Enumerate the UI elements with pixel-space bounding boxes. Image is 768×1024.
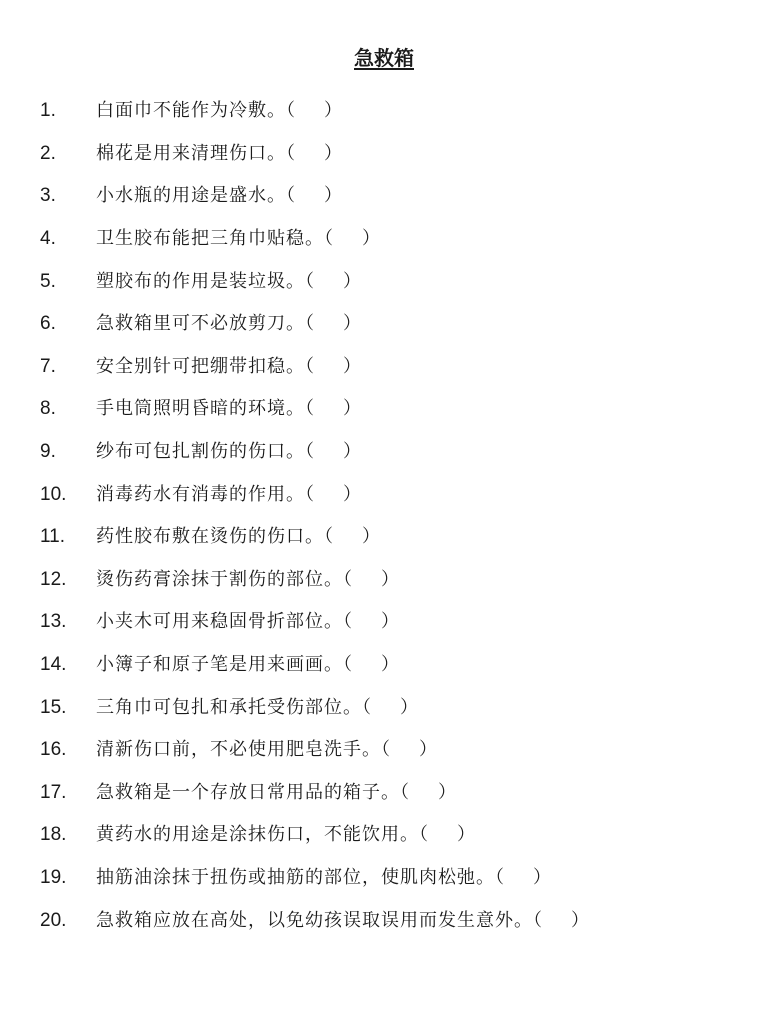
answer-bracket-close: ）: [381, 611, 400, 633]
answer-bracket-close: ）: [419, 739, 438, 761]
question-text-line: [96, 737, 438, 763]
question-item: [0, 218, 768, 261]
question-text: 手电筒照明昏暗的环境。: [96, 398, 305, 420]
question-text-line: [96, 354, 362, 380]
question-text: 急救箱里可不必放剪刀。: [96, 313, 305, 335]
question-text-line: [96, 609, 400, 635]
question-text-line: [96, 780, 457, 806]
question-text: 纱布可包扎割伤的伤口。: [96, 441, 305, 463]
answer-bracket-close: ）: [324, 185, 343, 207]
question-item: [0, 175, 768, 218]
page-title: [0, 44, 768, 72]
answer-bracket-close: ）: [381, 568, 400, 590]
question-item: [0, 303, 768, 346]
question-item: [0, 814, 768, 857]
answer-bracket-close: ）: [438, 781, 457, 803]
question-item: [0, 559, 768, 602]
answer-bracket-open: （: [305, 270, 315, 292]
question-number: 4.: [40, 228, 56, 250]
question-item: [0, 133, 768, 176]
question-text-line: [96, 183, 343, 209]
answer-bracket-open: （: [495, 866, 505, 888]
question-item: [0, 729, 768, 772]
question-number: 8.: [40, 398, 56, 420]
question-number: 5.: [40, 270, 56, 292]
answer-bracket-open: （: [362, 696, 372, 718]
question-item: [0, 686, 768, 729]
question-text-line: [96, 439, 362, 465]
answer-bracket-close: ）: [324, 100, 343, 122]
question-item: [0, 857, 768, 900]
question-number: 18.: [40, 824, 67, 846]
question-item: [0, 431, 768, 474]
question-item: [0, 601, 768, 644]
question-number: 11.: [40, 526, 66, 548]
answer-bracket-open: （: [343, 654, 353, 676]
answer-bracket-close: ）: [381, 654, 400, 676]
question-number: 3.: [40, 185, 56, 207]
question-number: 2.: [40, 142, 56, 164]
question-text: 烫伤药膏涂抹于割伤的部位。: [96, 568, 343, 590]
answer-bracket-open: （: [343, 568, 353, 590]
question-number: 6.: [40, 313, 56, 335]
question-list: [0, 90, 768, 942]
question-item: [0, 346, 768, 389]
question-text: 棉花是用来清理伤口。: [96, 142, 286, 164]
question-text: 小簿子和原子笔是用来画画。: [96, 654, 343, 676]
question-number: 9.: [40, 441, 56, 463]
question-number: 12.: [40, 568, 67, 590]
question-item: [0, 772, 768, 815]
question-text: 小夹木可用来稳固骨折部位。: [96, 611, 343, 633]
answer-bracket-open: （: [286, 142, 296, 164]
question-text-line: [96, 822, 476, 848]
answer-bracket-open: （: [324, 526, 334, 548]
question-number: 15.: [40, 696, 67, 718]
answer-bracket-close: ）: [362, 526, 381, 548]
answer-bracket-close: ）: [362, 228, 381, 250]
question-item: [0, 473, 768, 516]
question-text-line: [96, 865, 552, 891]
answer-bracket-open: （: [305, 355, 315, 377]
question-text: 药性胶布敷在烫伤的伤口。: [96, 526, 324, 548]
answer-bracket-close: ）: [400, 696, 419, 718]
question-number: 14.: [40, 654, 67, 676]
answer-bracket-close: ）: [343, 398, 362, 420]
answer-bracket-open: （: [305, 398, 315, 420]
answer-bracket-open: （: [305, 313, 315, 335]
answer-bracket-close: ）: [343, 483, 362, 505]
answer-bracket-open: （: [286, 100, 296, 122]
page-title-text: 急救箱: [354, 46, 414, 70]
answer-bracket-close: ）: [343, 355, 362, 377]
question-number: 13.: [40, 611, 67, 633]
answer-bracket-open: （: [381, 739, 391, 761]
question-text-line: [96, 695, 419, 721]
question-text: 急救箱是一个存放日常用品的箱子。: [96, 781, 400, 803]
question-number: 17.: [40, 781, 67, 803]
answer-bracket-close: ）: [571, 909, 590, 931]
question-text-line: [96, 482, 362, 508]
question-text-line: [96, 908, 590, 934]
answer-bracket-close: ）: [533, 866, 552, 888]
answer-bracket-open: （: [305, 441, 315, 463]
question-number: 19.: [40, 866, 67, 888]
question-text: 白面巾不能作为冷敷。: [96, 100, 286, 122]
question-text: 清新伤口前，不必使用肥皂洗手。: [96, 739, 381, 761]
question-text: 消毒药水有消毒的作用。: [96, 483, 305, 505]
question-number: 10.: [40, 483, 67, 505]
question-text: 安全别针可把绷带扣稳。: [96, 355, 305, 377]
question-text-line: [96, 226, 381, 252]
answer-bracket-open: （: [286, 185, 296, 207]
answer-bracket-open: （: [324, 228, 334, 250]
question-text: 塑胶布的作用是装垃圾。: [96, 270, 305, 292]
answer-bracket-open: （: [400, 781, 410, 803]
question-number: 7.: [40, 355, 56, 377]
question-text-line: [96, 141, 343, 167]
answer-bracket-close: ）: [457, 824, 476, 846]
answer-bracket-open: （: [305, 483, 315, 505]
question-text-line: [96, 524, 381, 550]
question-text: 小水瓶的用途是盛水。: [96, 185, 286, 207]
question-text-line: [96, 652, 400, 678]
question-item: [0, 899, 768, 942]
question-text-line: [96, 567, 400, 593]
answer-bracket-close: ）: [343, 441, 362, 463]
question-text: 急救箱应放在高处，以免幼孩误取误用而发生意外。: [96, 909, 533, 931]
answer-bracket-open: （: [533, 909, 543, 931]
question-text-line: [96, 396, 362, 422]
answer-bracket-close: ）: [324, 142, 343, 164]
answer-bracket-open: （: [343, 611, 353, 633]
answer-bracket-close: ）: [343, 313, 362, 335]
question-text: 抽筋油涂抹于扭伤或抽筋的部位，使肌肉松弛。: [96, 866, 495, 888]
question-text-line: [96, 269, 362, 295]
answer-bracket-close: ）: [343, 270, 362, 292]
question-item: [0, 260, 768, 303]
question-number: 16.: [40, 739, 67, 761]
question-text-line: [96, 311, 362, 337]
question-text: 三角巾可包扎和承托受伤部位。: [96, 696, 362, 718]
question-number: 20.: [40, 909, 67, 931]
question-number: 1.: [40, 100, 56, 122]
question-item: [0, 516, 768, 559]
question-text-line: [96, 98, 343, 124]
question-item: [0, 388, 768, 431]
question-text: 卫生胶布能把三角巾贴稳。: [96, 228, 324, 250]
answer-bracket-open: （: [419, 824, 429, 846]
question-text: 黄药水的用途是涂抹伤口，不能饮用。: [96, 824, 419, 846]
question-item: [0, 90, 768, 133]
question-item: [0, 644, 768, 687]
